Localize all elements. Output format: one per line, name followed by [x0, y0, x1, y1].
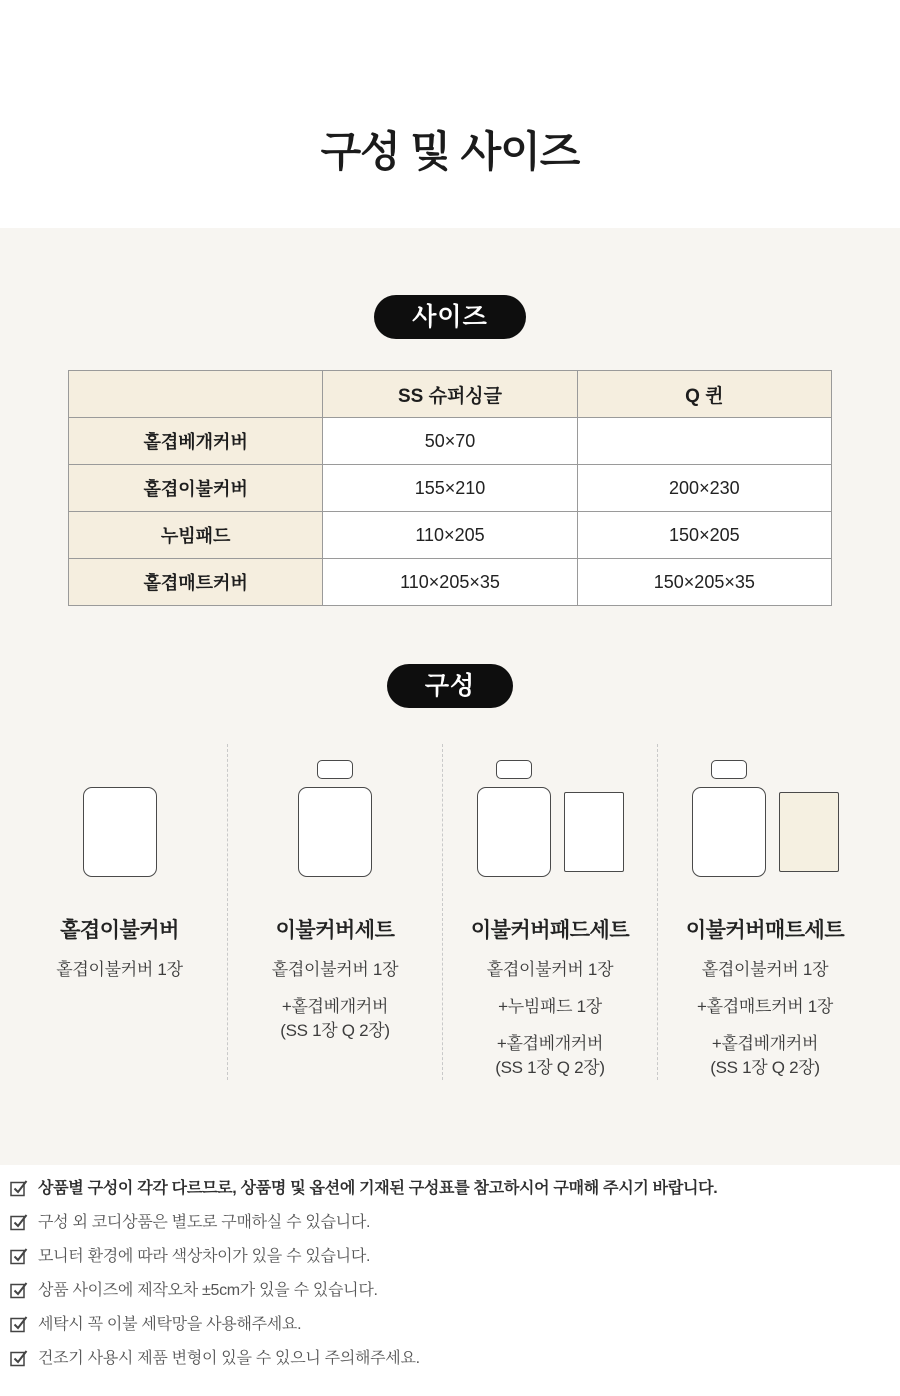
composition-title: 이불커버세트	[275, 919, 395, 942]
product-diagram	[12, 759, 227, 877]
duvet-cover-icon	[298, 787, 372, 877]
hero-section	[0, 0, 900, 228]
composition-line: (SS 1장 Q 2장)	[495, 1058, 605, 1077]
composition-line: 홑겹이불커버 1장	[271, 960, 399, 979]
duvet-cover-icon	[477, 787, 551, 877]
quilt-pad-icon	[564, 792, 624, 872]
checkbox-checked-icon	[10, 1281, 29, 1300]
composition-title: 이불커버패드세트	[470, 919, 630, 942]
row-value-ss: 50×70	[323, 418, 577, 465]
composition-line: +누빔패드 1장	[498, 997, 602, 1016]
duvet-cover-icon	[692, 787, 766, 877]
notice-item	[10, 1315, 890, 1335]
composition-column-cover-set	[227, 744, 442, 1080]
composition-column-cover-mat-set	[657, 744, 872, 1080]
row-value-ss: 155×210	[323, 465, 577, 512]
checkbox-checked-icon	[10, 1349, 29, 1368]
notice-text: 모니터 환경에 따라 색상차이가 있을 수 있습니다.	[38, 1248, 371, 1265]
composition-line: 홑겹이불커버 1장	[701, 960, 829, 979]
row-label: 홑겹이불커버	[69, 465, 323, 512]
composition-line: +홑겹베개커버	[496, 1034, 604, 1053]
table-row	[69, 465, 832, 512]
table-row	[69, 512, 832, 559]
notice-item	[10, 1281, 890, 1301]
composition-line: (SS 1장 Q 2장)	[280, 1021, 390, 1040]
notice-text: 세탁시 꼭 이불 세탁망을 사용해주세요.	[38, 1316, 302, 1333]
notice-list	[0, 1165, 900, 1369]
row-value-ss: 110×205	[323, 512, 577, 559]
table-row	[69, 559, 832, 606]
notice-text: 상품 사이즈에 제작오차 ±5cm가 있을 수 있습니다.	[38, 1282, 378, 1299]
pillow-cover-icon	[496, 760, 532, 779]
checkbox-checked-icon	[10, 1247, 29, 1266]
size-badge: 사이즈	[374, 295, 525, 339]
composition-description	[12, 958, 227, 982]
composition-line: (SS 1장 Q 2장)	[710, 1058, 820, 1077]
composition-title: 홑겹이불커버	[60, 919, 179, 942]
page-title: 구성 및 사이즈	[320, 128, 580, 175]
pillow-cover-icon	[317, 760, 353, 779]
checkbox-checked-icon	[10, 1315, 29, 1334]
notice-text: 상품별 구성이 각각 다르므로, 상품명 및 옵션에 기재된 구성표를 참고하시어 구매해 주시기 바랍니다.	[38, 1180, 718, 1197]
size-and-composition-section	[0, 228, 900, 1165]
checkbox-checked-icon	[10, 1179, 29, 1198]
notice-item	[10, 1213, 890, 1233]
composition-description	[658, 958, 872, 1080]
checkbox-checked-icon	[10, 1213, 29, 1232]
mat-cover-icon	[779, 792, 839, 872]
notice-item	[10, 1179, 890, 1199]
composition-title: 이불커버매트세트	[685, 919, 845, 942]
row-value-q: 200×230	[577, 465, 831, 512]
size-table-header-row	[69, 371, 832, 418]
composition-description	[228, 958, 442, 1043]
composition-line: 홑겹이불커버 1장	[486, 960, 614, 979]
size-table-header-q: Q 퀸	[577, 371, 831, 418]
notice-item	[10, 1349, 890, 1369]
size-table	[68, 370, 832, 606]
size-table-header-ss: SS 슈퍼싱글	[323, 371, 577, 418]
composition-line: 홑겹이불커버 1장	[56, 960, 183, 979]
pillow-cover-icon	[711, 760, 747, 779]
composition-description	[443, 958, 657, 1080]
product-diagram	[228, 759, 442, 877]
notice-text: 건조기 사용시 제품 변형이 있을 수 있으니 주의해주세요.	[38, 1350, 420, 1367]
composition-badge: 구성	[387, 664, 513, 708]
product-diagram	[658, 759, 872, 877]
row-value-q	[577, 418, 831, 465]
composition-grid	[12, 744, 872, 1080]
product-diagram	[443, 759, 657, 877]
composition-column-cover-pad-set	[442, 744, 657, 1080]
duvet-cover-icon	[83, 787, 157, 877]
row-label: 홑겹매트커버	[69, 559, 323, 606]
notice-item	[10, 1247, 890, 1267]
row-value-ss: 110×205×35	[323, 559, 577, 606]
row-value-q: 150×205×35	[577, 559, 831, 606]
composition-line: +홑겹매트커버 1장	[696, 997, 834, 1016]
notice-text: 구성 외 코디상품은 별도로 구매하실 수 있습니다.	[38, 1214, 371, 1231]
composition-column-duvet-cover	[12, 744, 227, 1080]
composition-line: +홑겹베개커버	[281, 997, 389, 1016]
table-row	[69, 418, 832, 465]
row-label: 누빔패드	[69, 512, 323, 559]
row-value-q: 150×205	[577, 512, 831, 559]
composition-line: +홑겹베개커버	[711, 1034, 819, 1053]
row-label: 홑겹베개커버	[69, 418, 323, 465]
size-table-header-blank	[69, 371, 323, 418]
